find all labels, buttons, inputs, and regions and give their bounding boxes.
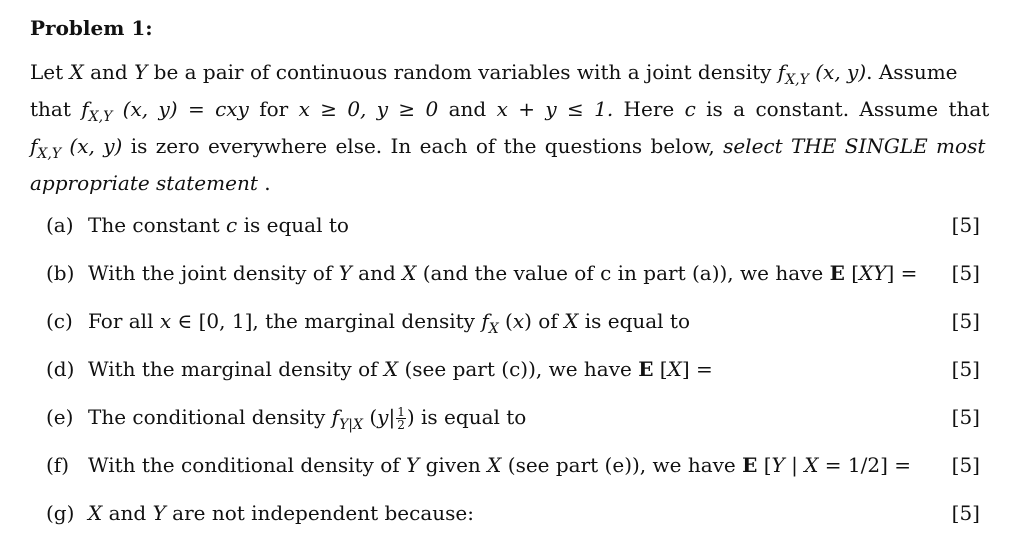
question-f [46, 450, 980, 498]
question-c [46, 306, 980, 354]
text-fragment: ∈ [0, 1], the marginal density [171, 309, 482, 333]
var-x: X [383, 357, 399, 381]
statement-line-2 [30, 95, 990, 132]
question-text [88, 210, 349, 240]
var-x: X [69, 60, 84, 84]
question-label: (g) [46, 501, 75, 525]
text-fragment: . Assume [866, 60, 958, 84]
statement-line-3 [30, 132, 986, 169]
joint-density-subscript: X,Y [785, 72, 809, 88]
text-fragment: that [30, 97, 82, 121]
text-fragment: [ [653, 357, 668, 381]
instruction-emphasis: select THE SINGLE most [723, 134, 986, 158]
question-e [46, 402, 980, 450]
text-fragment: ) of [524, 309, 565, 333]
question-points: [5] [951, 453, 980, 477]
text-fragment: . [257, 171, 271, 195]
joint-density-subscript: X,Y [37, 146, 62, 162]
text-fragment: and [102, 501, 153, 525]
var-y: Y [152, 501, 166, 525]
conditional-bar: | [388, 405, 396, 429]
question-label: (c) [46, 309, 73, 333]
joint-density-args: (x, y) [808, 60, 867, 84]
text-fragment: [ [757, 453, 772, 477]
var-y: Y [771, 453, 785, 477]
var-x-lower: x [159, 309, 172, 333]
constant-c: c [684, 97, 696, 121]
fraction-one-half [396, 406, 406, 431]
text-fragment: is zero everywhere else. In each of the questions below, [122, 134, 724, 158]
text-fragment: With the marginal density of [88, 357, 384, 381]
text-fragment: ( [498, 309, 513, 333]
marginal-density-symbol: f [481, 309, 489, 333]
density-formula: cxy [215, 97, 249, 121]
text-fragment: = [177, 97, 216, 121]
text-fragment: is equal to [578, 309, 691, 333]
question-text [88, 258, 917, 288]
question-label: (e) [46, 405, 74, 429]
var-x: X [402, 261, 417, 285]
var-y-lower: y [377, 405, 389, 429]
var-x: X [487, 453, 502, 477]
text-fragment: ) is equal to [406, 405, 527, 429]
conditional-density-subscript: Y|X [339, 417, 363, 433]
question-d [46, 354, 980, 402]
text-fragment: and [351, 261, 403, 285]
text-fragment: is a constant. Assume that [695, 97, 990, 121]
question-points: [5] [951, 501, 980, 525]
expectation-operator: E [829, 261, 845, 285]
text-fragment: (see part (c)), we have [398, 357, 639, 381]
text-fragment: For all [88, 309, 160, 333]
problem-statement [30, 58, 990, 198]
question-label: (a) [46, 213, 74, 237]
text-fragment: With the conditional density of [88, 453, 407, 477]
question-label: (d) [46, 357, 75, 381]
question-text [88, 450, 911, 480]
question-text [88, 354, 713, 384]
var-x: X [804, 453, 819, 477]
fraction-denominator: 2 [397, 418, 405, 432]
question-points: [5] [951, 357, 980, 381]
text-fragment: for [248, 97, 299, 121]
expectation-operator: E [742, 453, 758, 477]
var-y: Y [134, 60, 148, 84]
joint-density-args: (x, y) [61, 134, 123, 158]
instruction-emphasis: appropriate statement [30, 171, 258, 195]
text-fragment: (see part (e)), we have [501, 453, 743, 477]
question-text [88, 402, 526, 440]
question-points: [5] [951, 261, 980, 285]
question-text [88, 306, 690, 344]
text-fragment: ( [363, 405, 378, 429]
question-b [46, 258, 980, 306]
joint-density-subscript: X,Y [88, 109, 113, 125]
text-fragment: (and the value of c in part (a)), we have [416, 261, 830, 285]
statement-line-1 [30, 58, 980, 95]
question-g [46, 498, 980, 546]
var-y: Y [406, 453, 420, 477]
text-fragment: ] = [681, 357, 713, 381]
text-fragment: = 1/2] = [818, 453, 912, 477]
question-points: [5] [951, 309, 980, 333]
product-xy: XY [859, 261, 887, 285]
text-fragment: [ [844, 261, 860, 285]
statement-line-4 [30, 169, 980, 198]
var-x: X [88, 501, 103, 525]
question-text [88, 498, 474, 528]
constant-c: c [226, 213, 238, 237]
question-label: (b) [46, 261, 75, 285]
question-list [46, 210, 980, 546]
joint-density-symbol: f [30, 134, 38, 158]
text-fragment: is equal to [237, 213, 349, 237]
text-fragment: | [784, 453, 805, 477]
text-fragment: and [83, 60, 135, 84]
var-x: X [564, 309, 579, 333]
fraction-numerator: 1 [397, 405, 405, 419]
question-points: [5] [951, 405, 980, 429]
var-y: Y [338, 261, 352, 285]
text-fragment: are not independent because: [165, 501, 474, 525]
statement-line-1-text [30, 58, 958, 95]
joint-density-args: (x, y) [112, 97, 178, 121]
var-x: X [667, 357, 682, 381]
text-fragment: The constant [88, 213, 227, 237]
problem-title: Problem 1: [30, 16, 153, 40]
text-fragment: ] = [886, 261, 918, 285]
conditional-density-symbol: f [331, 405, 340, 429]
text-fragment: Let [30, 60, 70, 84]
joint-density-symbol: f [777, 60, 786, 84]
text-fragment: be a pair of continuous random variables with a joint density [147, 60, 778, 84]
question-label: (f) [46, 453, 70, 477]
text-fragment: With the joint density of [88, 261, 339, 285]
expectation-operator: E [638, 357, 654, 381]
question-points: [5] [951, 213, 980, 237]
joint-density-symbol: f [81, 97, 89, 121]
marginal-density-subscript: X [488, 321, 499, 337]
question-a [46, 210, 980, 258]
text-fragment: The conditional density [88, 405, 332, 429]
text-fragment: Here [613, 97, 685, 121]
var-x-lower: x [512, 309, 525, 333]
support-condition: x ≥ 0, y ≥ 0 [298, 97, 439, 121]
text-fragment: given [419, 453, 488, 477]
text-fragment: and [438, 97, 497, 121]
support-condition: x + y ≤ 1. [496, 97, 614, 121]
